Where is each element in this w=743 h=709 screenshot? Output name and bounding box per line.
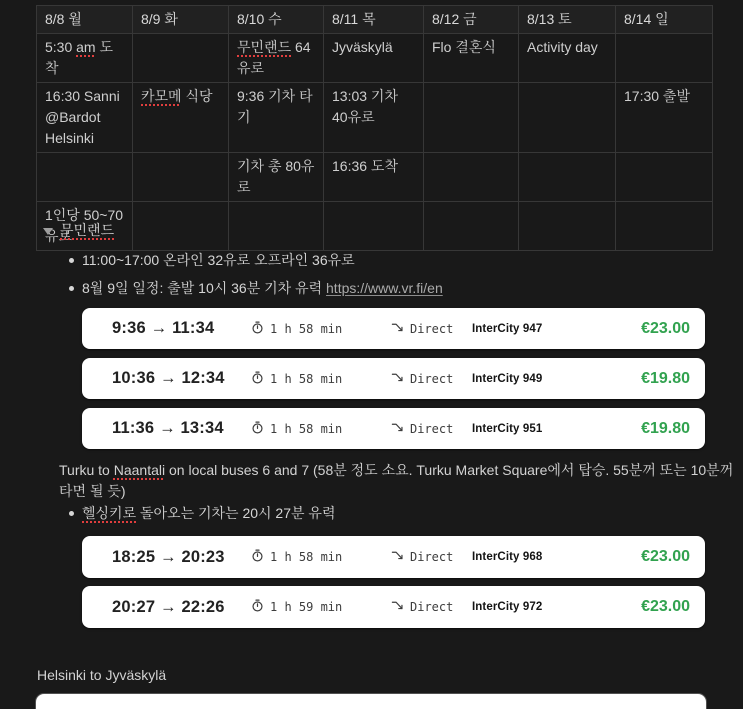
- train-name: InterCity 949: [472, 372, 543, 385]
- table-cell[interactable]: [229, 34, 324, 83]
- table-cell[interactable]: [519, 34, 616, 83]
- route-type: [391, 421, 472, 437]
- train-ticket-card[interactable]: [82, 586, 705, 628]
- toggle-label[interactable]: [60, 220, 114, 241]
- route-icon: [391, 371, 404, 387]
- table-header-cell[interactable]: 8/8 월: [37, 6, 133, 34]
- table-cell[interactable]: [133, 153, 229, 202]
- stopwatch-icon: [251, 421, 264, 437]
- route-type: [391, 599, 472, 615]
- train-name: InterCity 951: [472, 422, 543, 435]
- table-header-cell[interactable]: 8/14 일: [616, 6, 713, 34]
- price: €23.00: [641, 319, 690, 337]
- table-cell[interactable]: [424, 153, 519, 202]
- text-segment: 13:03 기차 40유로: [332, 88, 398, 125]
- train-name: InterCity 968: [472, 551, 543, 563]
- table-cell[interactable]: [616, 153, 713, 202]
- misspelled-word: Naantali: [113, 462, 166, 478]
- duration: [251, 421, 391, 437]
- text-segment: 8월 9일 일정: 출발 10시 36분 기차 유력: [82, 280, 327, 296]
- table-header-cell[interactable]: 8/11 목: [324, 6, 424, 34]
- text-segment: 기차 총 80유로: [237, 158, 315, 195]
- train-ticket-card[interactable]: [82, 536, 705, 578]
- price: €23.00: [641, 548, 690, 565]
- toggle-moominland[interactable]: [36, 220, 114, 241]
- misspelled-word: 무민랜드: [237, 39, 292, 55]
- misspelled-word: 무민랜드: [60, 222, 115, 238]
- table-cell[interactable]: [616, 83, 713, 153]
- duration: [251, 549, 391, 565]
- bullet-item-schedule-link[interactable]: [60, 278, 443, 299]
- price: €23.00: [641, 598, 690, 615]
- table-cell[interactable]: [229, 83, 324, 153]
- text-segment: 17:30 출발: [624, 88, 690, 104]
- table-cell[interactable]: [37, 153, 133, 202]
- text-segment: 64유로: [237, 39, 311, 76]
- table-header-cell[interactable]: 8/10 수: [229, 6, 324, 34]
- route-icon: [391, 321, 404, 337]
- table-header-cell[interactable]: 8/13 토: [519, 6, 616, 34]
- bullet-text[interactable]: [82, 250, 355, 271]
- table-cell[interactable]: [324, 202, 424, 251]
- table-cell[interactable]: [616, 34, 713, 83]
- table-cell[interactable]: [133, 83, 229, 153]
- table-cell[interactable]: [133, 34, 229, 83]
- duration: [251, 371, 391, 387]
- duration: [251, 321, 391, 337]
- table-cell[interactable]: [519, 153, 616, 202]
- table-cell[interactable]: [424, 83, 519, 153]
- stopwatch-icon: [251, 321, 264, 337]
- misspelled-word: 카모메: [141, 88, 182, 104]
- itinerary-table: [36, 5, 713, 251]
- stopwatch-icon: [251, 599, 264, 615]
- route-icon: [391, 599, 404, 615]
- table-header-cell[interactable]: 8/12 금: [424, 6, 519, 34]
- turku-naantali-note[interactable]: [59, 460, 738, 502]
- table-cell[interactable]: [424, 202, 519, 251]
- bullet-text[interactable]: [82, 278, 443, 299]
- train-times: 10:36 → 12:34: [112, 369, 225, 387]
- table-cell[interactable]: [519, 202, 616, 251]
- bullet-dot-icon: [60, 278, 82, 299]
- train-card-partial[interactable]: [36, 694, 706, 709]
- table-cell[interactable]: [133, 202, 229, 251]
- train-times: 11:36 → 13:34: [112, 419, 224, 437]
- text-segment: 도착: [45, 39, 114, 76]
- train-ticket-card[interactable]: [82, 308, 705, 349]
- bullet-dot-icon: [60, 503, 82, 524]
- table-cell[interactable]: [37, 83, 133, 153]
- route-type: [391, 371, 472, 387]
- bullet-item-price-info[interactable]: [60, 250, 355, 271]
- price: €19.80: [641, 419, 690, 437]
- table-cell[interactable]: [424, 34, 519, 83]
- text-segment: on local buses 6 and 7 (58분 정도 소요. Turku Market Square에서 탑승. 55분꺼 또는 10분꺼 타면 될 듯): [59, 462, 734, 499]
- table-cell[interactable]: [229, 202, 324, 251]
- route-icon: [391, 421, 404, 437]
- train-ticket-card[interactable]: [82, 408, 705, 449]
- train-times: 9:36 → 11:34: [112, 319, 215, 337]
- return-train-cards: [82, 536, 705, 636]
- table-cell[interactable]: [616, 202, 713, 251]
- bullet-item-return-train[interactable]: [60, 503, 335, 524]
- train-times: 18:25 → 20:23: [112, 547, 225, 566]
- toggle-arrow-icon[interactable]: [36, 220, 60, 241]
- text-segment: 11:00~17:00 온라인 32유로 오프라인 36유로: [82, 252, 355, 268]
- duration-text: 1 h 58 min: [270, 550, 343, 564]
- duration-text: 1 h 58 min: [270, 421, 343, 436]
- text-segment: 16:36 도착: [332, 158, 398, 174]
- table-cell[interactable]: [229, 153, 324, 202]
- outbound-train-cards: [82, 308, 705, 458]
- route-text: Direct: [410, 421, 454, 436]
- duration-text: 1 h 58 min: [270, 321, 343, 336]
- train-name: InterCity 947: [472, 322, 543, 335]
- text-segment: 5:30: [45, 39, 77, 55]
- route-text: Direct: [410, 550, 454, 564]
- text-segment: Activity day: [527, 39, 598, 55]
- stopwatch-icon: [251, 549, 264, 565]
- train-times: 20:27 → 22:26: [112, 597, 225, 616]
- route-text: Direct: [410, 371, 454, 386]
- table-cell[interactable]: [519, 83, 616, 153]
- text-segment: Jyväskylä: [332, 39, 393, 55]
- table-cell[interactable]: [324, 83, 424, 153]
- inline-link[interactable]: https://www.vr.fi/en: [326, 280, 443, 296]
- text-segment: 1인당 50~70유로: [45, 207, 124, 244]
- bullet-dot-icon: [60, 250, 82, 271]
- route-type: [391, 549, 472, 565]
- helsinki-jyvaskyla-heading[interactable]: Helsinki to Jyväskylä: [37, 667, 167, 683]
- text-segment: 9:36 기차 타기: [237, 88, 313, 125]
- route-text: Direct: [410, 600, 454, 614]
- route-type: [391, 321, 472, 337]
- text-segment: Turku to: [59, 462, 114, 478]
- table-header-cell[interactable]: 8/9 화: [133, 6, 229, 34]
- text-segment: 16:30 Sanni @Bardot Helsinki: [45, 88, 120, 146]
- stopwatch-icon: [251, 371, 264, 387]
- table-cell[interactable]: [324, 153, 424, 202]
- text-segment: 돌아오는 기차는 20시 27분 유력: [136, 505, 336, 521]
- duration-text: 1 h 58 min: [270, 371, 343, 386]
- misspelled-word: 헬싱키로: [82, 505, 137, 521]
- misspelled-word: am: [76, 39, 96, 55]
- table-cell[interactable]: [37, 34, 133, 83]
- train-ticket-card[interactable]: [82, 358, 705, 399]
- route-text: Direct: [410, 321, 454, 336]
- route-icon: [391, 549, 404, 565]
- table-cell[interactable]: [324, 34, 424, 83]
- text-segment: Flo 결혼식: [432, 39, 496, 55]
- text-segment: 식당: [181, 88, 213, 104]
- duration: [251, 599, 391, 615]
- bullet-text[interactable]: [82, 503, 335, 524]
- price: €19.80: [641, 369, 690, 387]
- train-name: InterCity 972: [472, 601, 543, 613]
- duration-text: 1 h 59 min: [270, 600, 343, 614]
